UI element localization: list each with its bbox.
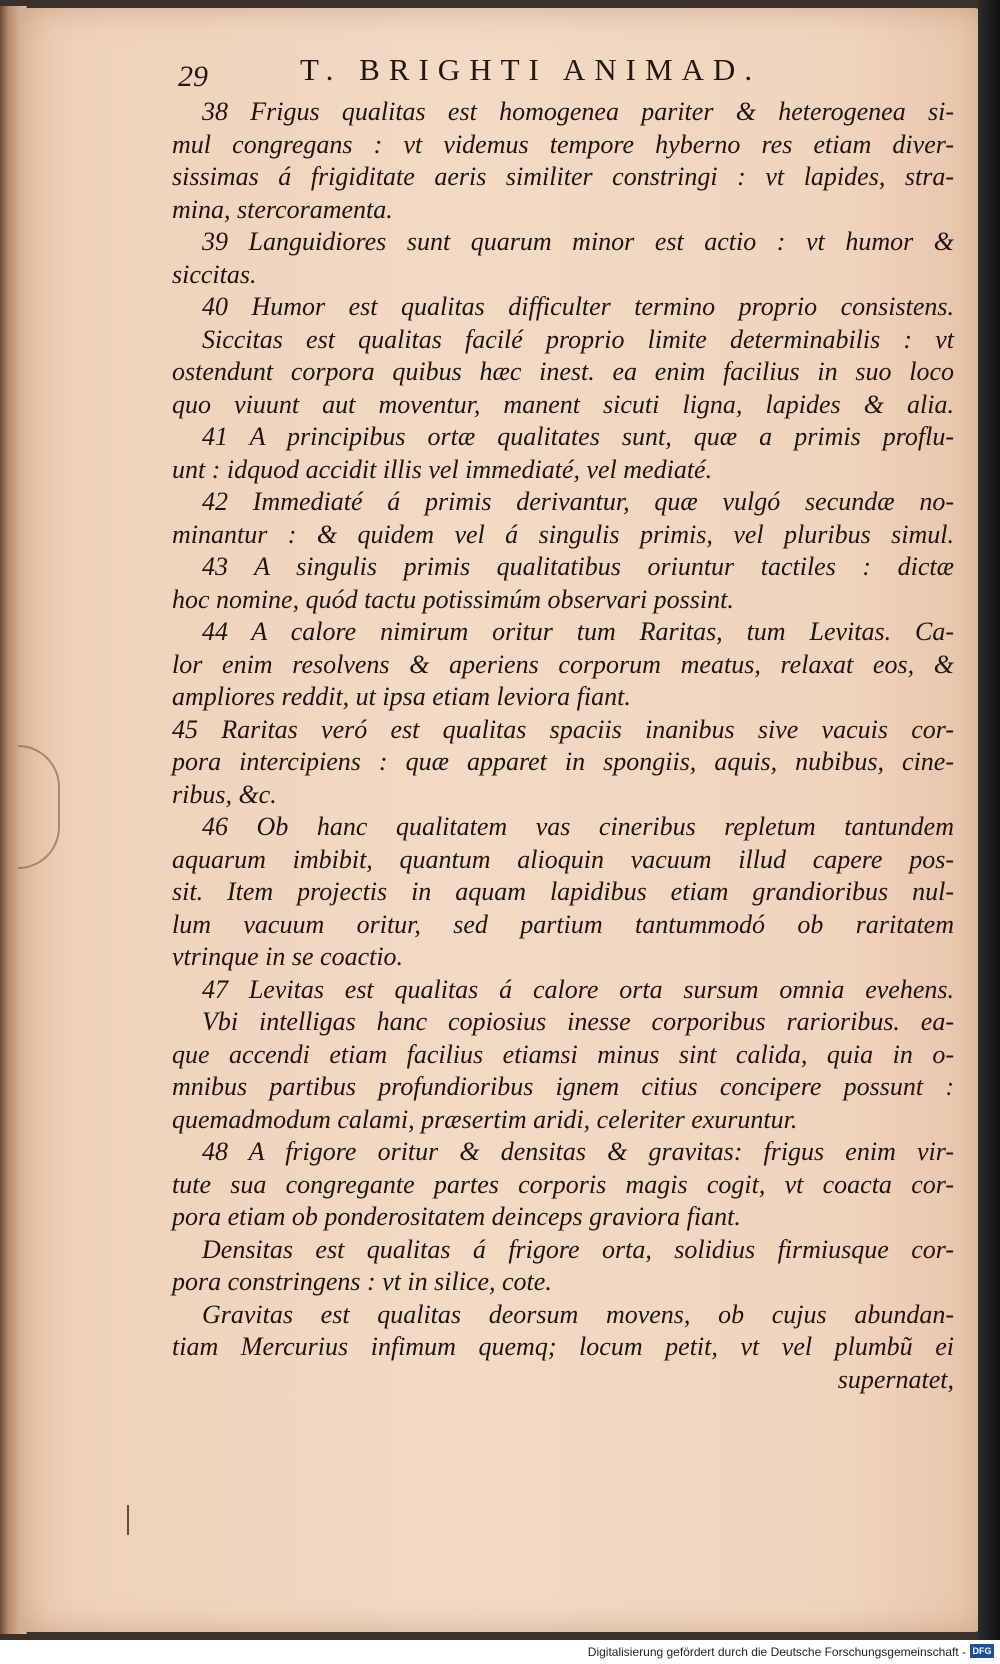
text-line: tute sua congregante partes corporis magis cogit, vt coacta cor- — [172, 1169, 954, 1199]
text-line: pora etiam ob ponderositatem deinceps graviora fiant. — [172, 1202, 741, 1231]
text-line: quo viuunt aut moventur, manent sicuti ligna, lapides & alia. — [172, 389, 954, 419]
text-line: ostendunt corpora quibus hæc inest. ea enim facilius in suo loco — [172, 357, 954, 386]
text-line: Vbi intelligas hanc copiosius inesse corporibus rarioribus. ea- — [202, 1007, 954, 1036]
digitization-footer — [0, 1640, 1000, 1664]
text-line: 38 Frigus qualitas est homogenea pariter & heterogenea si- — [202, 97, 954, 126]
running-head: T. BRIGHTI ANIMAD. — [300, 52, 762, 87]
text-line: unt : idquod accidit illis vel immediaté, vel mediaté. — [172, 454, 713, 484]
text-line: aquarum imbibit, quantum alioquin vacuum illud capere pos- — [172, 844, 954, 874]
funding-notice: Digitalisierung gefördert durch die Deutsche Forschungsgemeinschaft - — [587, 1645, 966, 1659]
text-line: pora intercipiens : quæ apparet in spongiis, aquis, nubibus, cine- — [172, 747, 954, 776]
text-line: ribus, &c. — [172, 779, 277, 809]
text-line: 46 Ob hanc qualitatem vas cineribus repletum tantundem — [202, 812, 954, 841]
text-line: tiam Mercurius infimum quemq; locum petit, vt vel plumbũ ei — [172, 1332, 954, 1361]
text-line: vtrinque in se coactio. — [172, 942, 404, 971]
text-line: mnibus partibus profundioribus ignem citius concipere possunt : — [172, 1072, 954, 1101]
catchword: supernatet, — [837, 1364, 954, 1394]
text-line: mina, stercoramenta. — [172, 194, 393, 224]
text-line: pora constringens : vt in silice, cote. — [172, 1267, 552, 1296]
text-line: Siccitas est qualitas facilé proprio limite determinabilis : vt — [202, 324, 954, 354]
cover-edge — [978, 0, 1000, 1640]
text-line: 44 A calore nimirum oritur tum Raritas, tum Levitas. Ca- — [202, 617, 954, 646]
text-line: 42 Immediaté á primis derivantur, quæ vulgó secundæ no- — [202, 487, 954, 516]
text-line: 39 Languidiores sunt quarum minor est actio : vt humor & — [202, 227, 954, 256]
text-line: lor enim resolvens & aperiens corporum meatus, relaxat eos, & — [172, 649, 954, 679]
text-line: hoc nomine, quód tactu potissimúm observari possint. — [172, 584, 734, 614]
text-line: sissimas á frigiditate aeris similiter constringi : vt lapides, stra- — [172, 162, 954, 191]
margin-mark — [127, 1505, 129, 1535]
text-line: 43 A singulis primis qualitatibus oriuntur tactiles : dictæ — [202, 552, 954, 581]
text-line: Densitas est qualitas á frigore orta, solidius firmiusque cor- — [202, 1234, 954, 1264]
text-line: 47 Levitas est qualitas á calore orta sursum omnia evehens. — [202, 974, 954, 1004]
text-line: lum vacuum oritur, sed partium tantummodó ob raritatem — [172, 909, 954, 939]
text-line: que accendi etiam facilius etiamsi minus sint calida, quia in o- — [172, 1039, 954, 1069]
text-line: mul congregans : vt videmus tempore hyberno res etiam diver- — [172, 129, 954, 159]
text-line: quemadmodum calami, præsertim aridi, celeriter exuruntur. — [172, 1104, 798, 1134]
text-line: 45 Raritas veró est qualitas spaciis inanibus sive vacuis cor- — [172, 714, 954, 744]
text-line: minantur : & quidem vel á singulis primis, vel pluribus simul. — [172, 519, 954, 549]
page-number: 29 — [178, 60, 208, 93]
text-line: ampliores reddit, ut ipsa etiam leviora fiant. — [172, 682, 631, 711]
text-line: Gravitas est qualitas deorsum movens, ob cujus abundan- — [202, 1299, 954, 1329]
text-line: 40 Humor est qualitas difficulter termino proprio consistens. — [202, 292, 954, 321]
page-body-text — [172, 96, 954, 1396]
text-line: siccitas. — [172, 259, 257, 289]
text-line: sit. Item projectis in aquam lapidibus etiam grandioribus nul- — [172, 877, 954, 906]
text-line: 48 A frigore oritur & densitas & gravitas: frigus enim vir- — [202, 1137, 954, 1166]
dfg-logo: DFG — [970, 1644, 994, 1658]
text-line: 41 A principibus ortæ qualitates sunt, quæ a primis proflu- — [202, 422, 954, 451]
